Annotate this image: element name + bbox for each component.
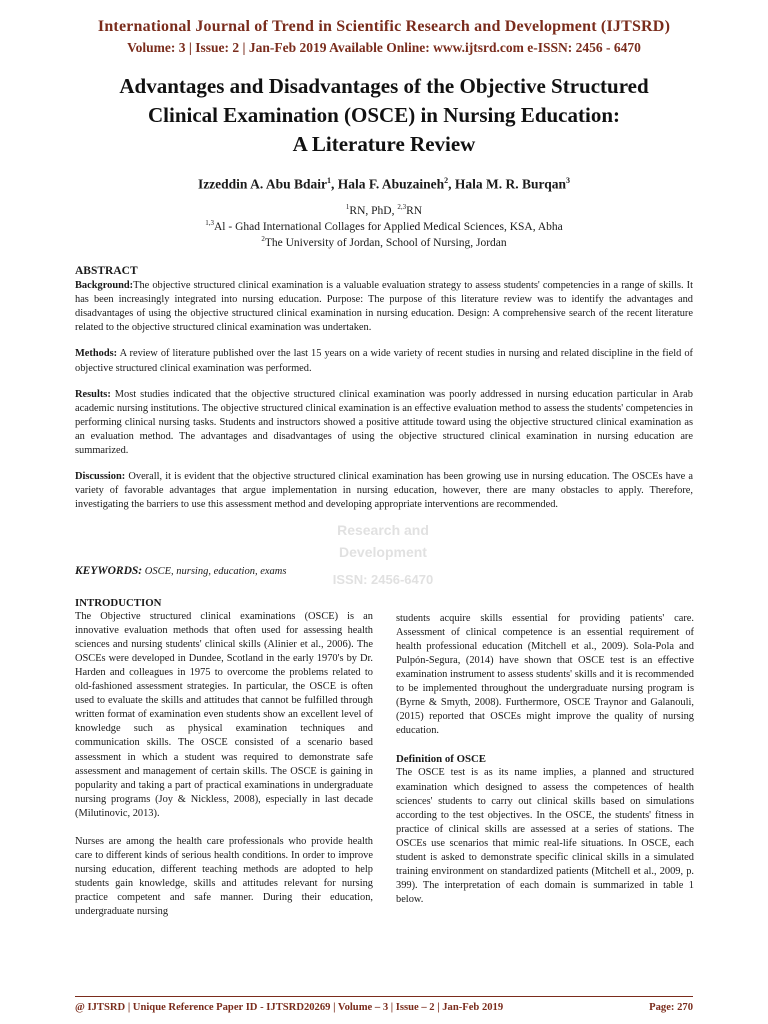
author-3-sup: 3 bbox=[566, 176, 571, 185]
watermark-line-2: Development bbox=[339, 544, 427, 560]
abstract-methods bbox=[75, 347, 693, 375]
journal-meta: Volume: 3 | Issue: 2 | Jan-Feb 2019 Available Online: www.ijtsrd.com e-ISSN: 2456 - 6470 bbox=[127, 40, 641, 55]
methods-text: A review of literature published over the last 15 years on a wide variety of recent studies in nursing and related discipline in the field of objective structured clinical examination was performed. bbox=[75, 348, 693, 374]
background-label: Background: bbox=[75, 280, 134, 292]
watermark-line-3: ISSN: 2456-6470 bbox=[332, 572, 434, 587]
affil-text: Al - Ghad International Collages for Applied Medical Sciences, KSA, Abha bbox=[213, 220, 563, 233]
watermark-line-1: Research and bbox=[337, 522, 429, 538]
abstract bbox=[75, 264, 693, 524]
footer-reference: @ IJTSRD | Unique Reference Paper ID - IJTSRD20269 | Volume – 3 | Issue – 2 | Jan-Feb 2019 bbox=[75, 1002, 504, 1013]
right-column bbox=[396, 612, 694, 921]
page-number: Page: 270 bbox=[649, 1002, 693, 1013]
left-column bbox=[75, 596, 373, 933]
author-3: Hala M. R. Burqan bbox=[454, 176, 567, 192]
affil-sup: 2 bbox=[261, 235, 265, 243]
affil-sup: 1 bbox=[345, 203, 350, 211]
results-label: Results: bbox=[75, 388, 111, 400]
discussion-label: Discussion: bbox=[75, 471, 126, 483]
abstract-results bbox=[75, 388, 693, 458]
affil-text: RN, PhD, bbox=[349, 204, 398, 217]
title-line-2: Clinical Examination (OSCE) in Nursing Education: bbox=[148, 103, 620, 127]
discussion-text: Overall, it is evident that the objective structured clinical examination has been growing use in nursing education. The OSCEs have a variety of favorable advantages that argue implementation in nursing education, however, there are many obstacles to apply. Therefore, investigating the barriers to use this assessment method and developing appropriate interventions are recommended. bbox=[75, 471, 693, 511]
author-separator: , bbox=[448, 176, 455, 192]
introduction-paragraph-3: students acquire skills essential for providing patients' care. Assessment of clinical competence is an essential requirement of health professional education (Mitchell et al., 2009). Sola-Pola and Pulpón-Segura, (2014) have shown that OSCE test is an effective examination instrument to assess students' skills and it is recommended to be implemented throughout the undergraduate nursing program is (Byrne & Smyth, 2008). Furthermore, OSCE Traynor and Galanouli, (2015) reported that OSCEs might improve the quality of nursing education. bbox=[396, 613, 694, 737]
abstract-background bbox=[75, 279, 693, 335]
methods-label: Methods: bbox=[75, 348, 118, 360]
footer-divider bbox=[75, 996, 693, 997]
affiliation-jordan bbox=[40, 231, 728, 251]
introduction-paragraph-2: Nurses are among the health care professionals who provide health care to different kinds of serious health conditions. In order to improve nursing education, different teaching methods are adopted to help students gain knowledge, skills and attitudes relevant for nursing practice competent and safe manner. During their education, undergraduate nursing bbox=[75, 835, 373, 917]
affil-sup: 1,3 bbox=[205, 219, 214, 227]
introduction-paragraph-1: The Objective structured clinical examinations (OSCE) is an innovative evaluation methods that often used for assessing health sciences and nursing students' clinical skills (Alinier et al., 2006). The OSCEs were developed in Dundee, Scotland in the early 1970's by Dr. Harden and colleagues in 1975 to overcome the problems related to old-fashioned assessment strategies. In particular, the OSCE is often used to evaluate the skills and attitudes that cannot be fulfilled through written format of examination even students show an excellent level of knowledge such as physical examination techniques and communication skills. The OSCE consisted of a scenario based assessment in which a student was required to demonstrate safe assessment and management of certain skills. The OSCE is gaining in popularity and taking a part of practical examinations in undergraduate nursing programs (Joy & Nickless, 2008), especially in last decade (Milutinovic, 2013). bbox=[75, 611, 373, 819]
abstract-heading: ABSTRACT bbox=[75, 265, 138, 277]
paper-title bbox=[40, 72, 728, 159]
introduction-heading: INTRODUCTION bbox=[75, 597, 162, 609]
author-1-sup: 1 bbox=[326, 176, 331, 185]
affil-text: The University of Jordan, School of Nursing, Jordan bbox=[264, 236, 507, 249]
background-text: The objective structured clinical examination is a valuable evaluation strategy to assess students' competencies in a range of skills. It has been increasingly integrated into nursing education. Purpose: The purpose of this literature review was to identify the advantages and disadvantages of using the objective structured clinical examination in nursing education. Design: A comprehensive search of the recent literature related to the objective structured clinical examination was undertaken. bbox=[75, 280, 693, 334]
keywords-label: KEYWORDS: bbox=[75, 565, 143, 577]
results-text: Most studies indicated that the objective structured clinical examination was poorly addressed in nursing education particular in Arab academic nursing institutions. The objective structured clinical examination is an effective evaluation method to assess the students' competencies in performing clinical nursing tasks. Students and instructors showed a positive attitude toward using the objective structured clinical examination as an evaluation method. The advantages and disadvantages of using the objective structured clinical examination in nursing education are summarized. bbox=[75, 388, 693, 457]
author-2: Hala F. Abuzaineh bbox=[337, 176, 445, 192]
keywords bbox=[75, 565, 693, 577]
definition-paragraph: The OSCE test is as its name implies, a planned and structured examination which designed to assess the competences of health sciences' students to carry out clinical skills based on simulations according to the test objectives. In the OSCE, the students' fitness in practice of clinical skills are assessed at a series of stations. The OSCEs use scenarios that mimic real-life situations. In OSCE, each student is asked to demonstrate specific clinical skills in a simulated training environment on standardized patients (Mitchell et al., 2009, p. 399). The interpretation of each domain is summarized in table 1 below. bbox=[396, 767, 694, 905]
journal-name: International Journal of Trend in Scientific Research and Development (IJTSRD) bbox=[97, 18, 671, 35]
author-2-sup: 2 bbox=[444, 176, 449, 185]
title-line-1: Advantages and Disadvantages of the Objective Structured bbox=[119, 74, 649, 98]
abstract-discussion bbox=[75, 470, 693, 512]
journal-header bbox=[0, 18, 768, 56]
author-list bbox=[40, 176, 728, 193]
definition-heading: Definition of OSCE bbox=[396, 753, 486, 766]
author-1: Izzeddin A. Abu Bdair bbox=[197, 176, 327, 192]
title-line-3: A Literature Review bbox=[292, 132, 476, 156]
keywords-text: OSCE, nursing, education, exams bbox=[142, 566, 287, 577]
author-separator: , bbox=[330, 176, 338, 192]
affil-text: RN bbox=[406, 204, 423, 217]
affil-sup: 2,3 bbox=[397, 203, 407, 211]
